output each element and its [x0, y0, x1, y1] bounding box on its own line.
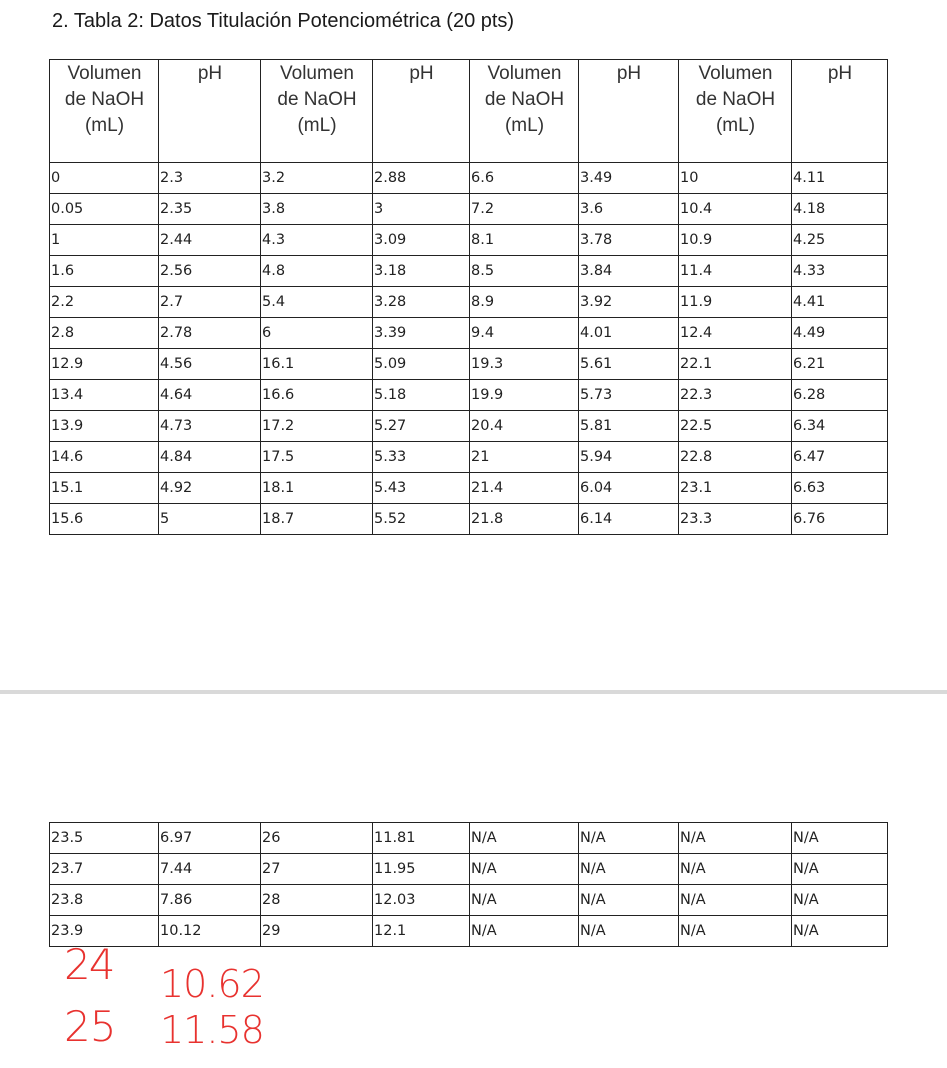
ph-cell: 3.09	[373, 225, 470, 256]
header-ph	[792, 60, 888, 163]
volume-cell: 15.1	[50, 473, 159, 504]
ph-cell: 5.18	[373, 380, 470, 411]
volume-cell: 17.2	[261, 411, 373, 442]
ph-cell: 6.14	[579, 504, 679, 535]
volume-cell: N/A	[470, 885, 579, 916]
volume-cell: 14.6	[50, 442, 159, 473]
header-line: (mL)	[504, 115, 545, 136]
ph-cell: 2.56	[159, 256, 261, 287]
volume-cell: 19.9	[470, 380, 579, 411]
ph-cell: 5.61	[579, 349, 679, 380]
header-volume-naoh	[261, 60, 373, 163]
table-row	[50, 225, 888, 256]
volume-cell: 16.1	[261, 349, 373, 380]
volume-cell: 23.7	[50, 854, 159, 885]
ph-cell: 4.73	[159, 411, 261, 442]
volume-cell: 2.2	[50, 287, 159, 318]
ph-cell: 4.92	[159, 473, 261, 504]
header-line: (mL)	[297, 115, 337, 136]
table-row	[50, 380, 888, 411]
ph-cell: N/A	[792, 885, 888, 916]
volume-cell: 21	[470, 442, 579, 473]
ph-cell: 2.7	[159, 287, 261, 318]
header-line: de NaOH	[277, 89, 357, 110]
volume-cell: N/A	[470, 823, 579, 854]
titration-table-top	[49, 59, 888, 535]
header-line: Volumen	[698, 63, 773, 84]
table-row	[50, 318, 888, 349]
header-volume-naoh	[679, 60, 792, 163]
ph-cell: 7.44	[159, 854, 261, 885]
ph-cell: 2.88	[373, 163, 470, 194]
volume-cell: 19.3	[470, 349, 579, 380]
page-title: 2. Tabla 2: Datos Titulación Potenciométrica (20 pts)	[52, 10, 515, 32]
ph-cell: 2.44	[159, 225, 261, 256]
section-divider	[0, 690, 947, 694]
volume-cell: 13.9	[50, 411, 159, 442]
handwritten-ph-2: 11.58	[160, 1008, 264, 1052]
volume-cell: N/A	[679, 916, 792, 947]
ph-cell: 2.35	[159, 194, 261, 225]
ph-cell: 11.95	[373, 854, 470, 885]
ph-cell: 12.03	[373, 885, 470, 916]
volume-cell: 3.8	[261, 194, 373, 225]
volume-cell: N/A	[470, 854, 579, 885]
volume-cell: 11.4	[679, 256, 792, 287]
ph-cell: 6.28	[792, 380, 888, 411]
volume-cell: 6	[261, 318, 373, 349]
ph-cell: 4.41	[792, 287, 888, 318]
volume-cell: 2.8	[50, 318, 159, 349]
volume-cell: 21.8	[470, 504, 579, 535]
volume-cell: 23.8	[50, 885, 159, 916]
volume-cell: 22.3	[679, 380, 792, 411]
volume-cell: 29	[261, 916, 373, 947]
header-line: Volumen	[280, 63, 354, 84]
volume-cell: 10.4	[679, 194, 792, 225]
ph-cell: 5.33	[373, 442, 470, 473]
table-row	[50, 349, 888, 380]
volume-cell: 6.6	[470, 163, 579, 194]
volume-cell: 22.5	[679, 411, 792, 442]
header-ph	[159, 60, 261, 163]
ph-cell: N/A	[579, 916, 679, 947]
volume-cell: 1.6	[50, 256, 159, 287]
ph-cell: 3.92	[579, 287, 679, 318]
ph-cell: N/A	[579, 823, 679, 854]
table-row	[50, 916, 888, 947]
volume-cell: 8.9	[470, 287, 579, 318]
ph-cell: 5	[159, 504, 261, 535]
ph-cell: 6.34	[792, 411, 888, 442]
table-body-bottom	[50, 823, 888, 947]
ph-cell: 3.49	[579, 163, 679, 194]
volume-cell: 23.1	[679, 473, 792, 504]
volume-cell: 10	[679, 163, 792, 194]
ph-cell: 2.78	[159, 318, 261, 349]
ph-cell: 6.76	[792, 504, 888, 535]
volume-cell: 22.8	[679, 442, 792, 473]
header-ph	[373, 60, 470, 163]
ph-cell: 4.33	[792, 256, 888, 287]
ph-cell: 6.97	[159, 823, 261, 854]
header-line: Volumen	[487, 63, 562, 84]
ph-cell: 4.84	[159, 442, 261, 473]
volume-cell: 15.6	[50, 504, 159, 535]
header-line: pH	[197, 63, 223, 84]
volume-cell: 16.6	[261, 380, 373, 411]
header-line: pH	[827, 63, 853, 84]
header-row	[50, 60, 888, 163]
table-row	[50, 411, 888, 442]
header-line: Volumen	[67, 63, 142, 84]
volume-cell: 12.4	[679, 318, 792, 349]
table-row	[50, 194, 888, 225]
volume-cell: 4.3	[261, 225, 373, 256]
header-line: de NaOH	[695, 89, 776, 110]
ph-cell: N/A	[792, 916, 888, 947]
table-row	[50, 473, 888, 504]
volume-cell: N/A	[679, 885, 792, 916]
volume-cell: 23.3	[679, 504, 792, 535]
table-row	[50, 163, 888, 194]
ph-cell: 7.86	[159, 885, 261, 916]
header-line: de NaOH	[64, 89, 145, 110]
table-row	[50, 854, 888, 885]
ph-cell: N/A	[579, 885, 679, 916]
ph-cell: 4.64	[159, 380, 261, 411]
volume-cell: 10.9	[679, 225, 792, 256]
volume-cell: N/A	[679, 823, 792, 854]
ph-cell: 4.25	[792, 225, 888, 256]
ph-cell: 4.49	[792, 318, 888, 349]
ph-cell: N/A	[579, 854, 679, 885]
volume-cell: 21.4	[470, 473, 579, 504]
table-row	[50, 287, 888, 318]
ph-cell: 3.18	[373, 256, 470, 287]
header-line: de NaOH	[484, 89, 565, 110]
volume-cell: 11.9	[679, 287, 792, 318]
ph-cell: 3.6	[579, 194, 679, 225]
ph-cell: N/A	[792, 823, 888, 854]
volume-cell: 0.05	[50, 194, 159, 225]
table-row	[50, 504, 888, 535]
volume-cell: 26	[261, 823, 373, 854]
volume-cell: 0	[50, 163, 159, 194]
volume-cell: 8.5	[470, 256, 579, 287]
handwritten-volume-2: 25	[64, 1002, 116, 1051]
ph-cell: 3.78	[579, 225, 679, 256]
table-row	[50, 823, 888, 854]
header-line: pH	[409, 63, 434, 84]
volume-cell: 1	[50, 225, 159, 256]
volume-cell: 12.9	[50, 349, 159, 380]
volume-cell: 22.1	[679, 349, 792, 380]
ph-cell: 3	[373, 194, 470, 225]
ph-cell: 5.81	[579, 411, 679, 442]
ph-cell: 5.73	[579, 380, 679, 411]
ph-cell: 6.47	[792, 442, 888, 473]
ph-cell: 10.12	[159, 916, 261, 947]
table-body-top	[50, 163, 888, 535]
ph-cell: 6.63	[792, 473, 888, 504]
volume-cell: 7.2	[470, 194, 579, 225]
ph-cell: 5.52	[373, 504, 470, 535]
ph-cell: 11.81	[373, 823, 470, 854]
table-row	[50, 442, 888, 473]
header-line: pH	[616, 63, 642, 84]
table-row	[50, 885, 888, 916]
header-line: (mL)	[84, 115, 125, 136]
ph-cell: 3.84	[579, 256, 679, 287]
ph-cell: 6.21	[792, 349, 888, 380]
volume-cell: 8.1	[470, 225, 579, 256]
header-ph	[579, 60, 679, 163]
volume-cell: 3.2	[261, 163, 373, 194]
volume-cell: 27	[261, 854, 373, 885]
ph-cell: 4.01	[579, 318, 679, 349]
volume-cell: 13.4	[50, 380, 159, 411]
ph-cell: 4.11	[792, 163, 888, 194]
ph-cell: 5.09	[373, 349, 470, 380]
header-line: (mL)	[715, 115, 756, 136]
ph-cell: 3.28	[373, 287, 470, 318]
table-row	[50, 256, 888, 287]
volume-cell: 9.4	[470, 318, 579, 349]
volume-cell: 23.9	[50, 916, 159, 947]
ph-cell: 12.1	[373, 916, 470, 947]
ph-cell: N/A	[792, 854, 888, 885]
volume-cell: 18.7	[261, 504, 373, 535]
ph-cell: 4.18	[792, 194, 888, 225]
ph-cell: 5.43	[373, 473, 470, 504]
volume-cell: 23.5	[50, 823, 159, 854]
volume-cell: 17.5	[261, 442, 373, 473]
ph-cell: 2.3	[159, 163, 261, 194]
volume-cell: 28	[261, 885, 373, 916]
ph-cell: 3.39	[373, 318, 470, 349]
ph-cell: 5.94	[579, 442, 679, 473]
header-volume-naoh	[50, 60, 159, 163]
header-volume-naoh	[470, 60, 579, 163]
handwritten-volume-1: 24	[64, 940, 114, 989]
volume-cell: N/A	[679, 854, 792, 885]
titration-table-bottom	[49, 822, 888, 947]
volume-cell: 4.8	[261, 256, 373, 287]
handwritten-ph-1: 10.62	[160, 962, 264, 1006]
ph-cell: 5.27	[373, 411, 470, 442]
volume-cell: 20.4	[470, 411, 579, 442]
ph-cell: 6.04	[579, 473, 679, 504]
ph-cell: 4.56	[159, 349, 261, 380]
volume-cell: 5.4	[261, 287, 373, 318]
volume-cell: N/A	[470, 916, 579, 947]
volume-cell: 18.1	[261, 473, 373, 504]
